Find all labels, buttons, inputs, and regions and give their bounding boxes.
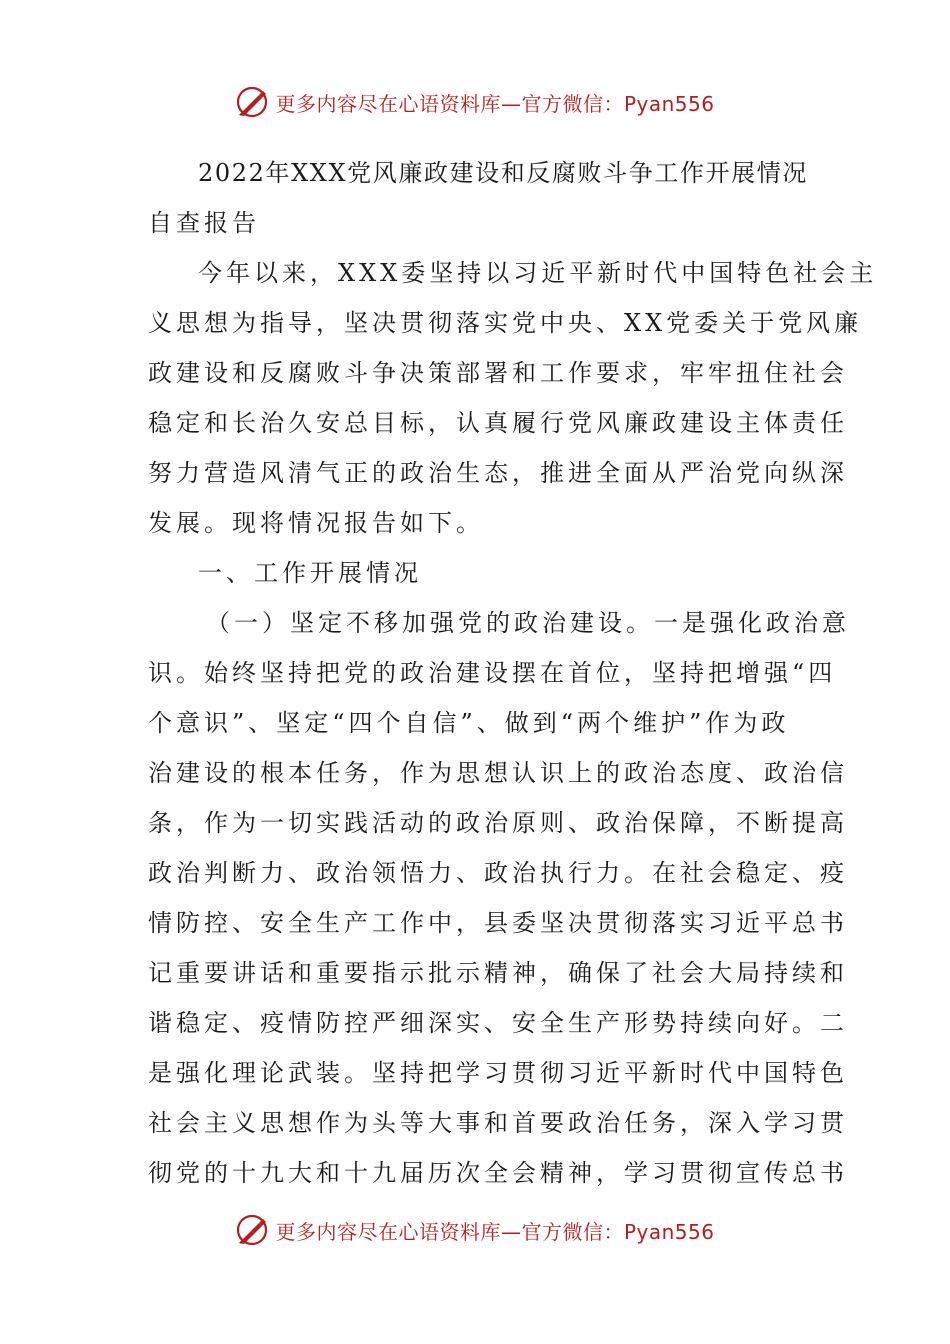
doc-title-line-2: 自查报告 <box>148 209 260 237</box>
paragraph-2-line: 彻党的十九大和十九届历次全会精神，学习贯彻宣传总书 <box>148 1159 848 1187</box>
paragraph-2-line: 情防控、安全生产工作中，县委坚决贯彻落实习近平总书 <box>148 909 848 937</box>
paragraph-2-line: 条，作为一切实践活动的政治原则、政治保障，不断提高 <box>148 809 848 837</box>
doc-title-line-1: 2022年XXX党风廉政建设和反腐败斗争工作开展情况 <box>198 159 808 187</box>
paragraph-2-line: 个意识”、坚定“四个自信”、做到“两个维护”作为政 <box>148 709 790 737</box>
paragraph-2-line: （一）坚定不移加强党的政治建设。一是强化政治意 <box>206 609 850 637</box>
watermark-banner-top <box>0 82 950 122</box>
watermark-banner-bottom <box>0 1210 950 1250</box>
pen-logo-icon <box>235 1213 269 1247</box>
paragraph-2-line: 是强化理论武装。坚持把学习贯彻习近平新时代中国特色 <box>148 1059 848 1087</box>
paragraph-2-line: 谐稳定、疫情防控严细深实、安全生产形势持续向好。二 <box>148 1009 848 1037</box>
paragraph-2-line: 政治判断力、政治领悟力、政治执行力。在社会稳定、疫 <box>148 859 848 887</box>
paragraph-1-line: 努力营造风清气正的政治生态，推进全面从严治党向纵深 <box>148 459 848 487</box>
paragraph-1-line: 发展。现将情况报告如下。 <box>148 509 484 537</box>
watermark-text: 更多内容尽在心语资料库—官方微信：Pyan556 <box>275 1219 715 1244</box>
paragraph-2-line: 记重要讲话和重要指示批示精神，确保了社会大局持续和 <box>148 959 848 987</box>
paragraph-1-line: 稳定和长治久安总目标，认真履行党风廉政建设主体责任 <box>148 409 848 437</box>
paragraph-2-line: 识。始终坚持把党的政治建设摆在首位，坚持把增强“四 <box>148 659 837 687</box>
document-body <box>148 148 878 1198</box>
paragraph-2-line: 社会主义思想作为头等大事和首要政治任务，深入学习贯 <box>148 1109 848 1137</box>
paragraph-1-line: 今年以来，XXX委坚持以习近平新时代中国特色社会主 <box>198 259 878 287</box>
section-heading: 一、工作开展情况 <box>198 559 422 587</box>
paragraph-2-line: 治建设的根本任务，作为思想认识上的政治态度、政治信 <box>148 759 848 787</box>
paragraph-1-line: 义思想为指导，坚决贯彻落实党中央、XX党委关于党风廉 <box>148 309 863 337</box>
pen-logo-icon <box>235 85 269 119</box>
paragraph-1-line: 政建设和反腐败斗争决策部署和工作要求，牢牢扭住社会 <box>148 359 848 387</box>
watermark-text: 更多内容尽在心语资料库—官方微信：Pyan556 <box>275 91 715 116</box>
